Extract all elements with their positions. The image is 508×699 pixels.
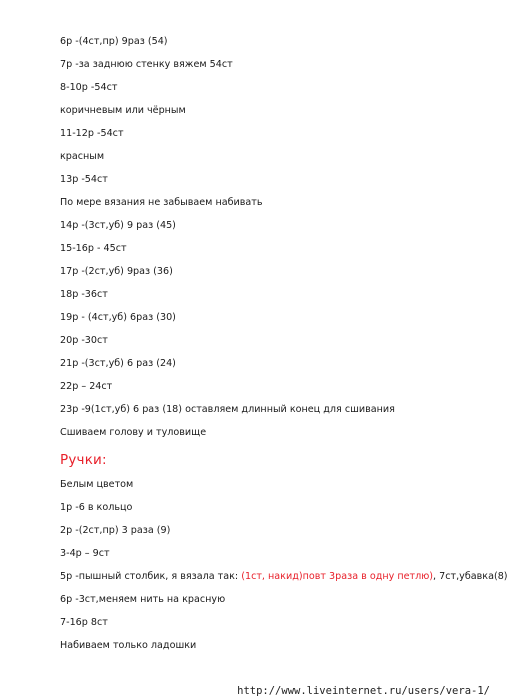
text-line: 22р – 24ст bbox=[60, 381, 113, 392]
text-line: 7-16р 8ст bbox=[60, 617, 108, 628]
text-line: 18р -36ст bbox=[60, 289, 108, 300]
text-line: красным bbox=[60, 151, 105, 162]
text-line: Белым цветом bbox=[60, 479, 134, 490]
text-line: 8-10р -54ст bbox=[60, 82, 118, 93]
source-watermark: http://www.liveinternet.ru/users/vera-1/ bbox=[237, 685, 490, 697]
text-segment: 5р -пышный столбик, я вязала так: bbox=[60, 571, 242, 582]
text-line: 6р -(4ст,пр) 9раз (54) bbox=[60, 36, 168, 47]
text-line: коричневым или чёрным bbox=[60, 105, 186, 116]
text-line: 7р -за заднюю стенку вяжем 54ст bbox=[60, 59, 233, 70]
text-line: 6р -3ст,меняем нить на красную bbox=[60, 594, 226, 605]
text-line: 14р -(3ст,уб) 9 раз (45) bbox=[60, 220, 176, 231]
text-line: Сшиваем голову и туловище bbox=[60, 427, 207, 438]
text-line: 11-12р -54ст bbox=[60, 128, 124, 139]
text-line: 19р - (4ст,уб) 6раз (30) bbox=[60, 312, 176, 323]
text-segment: , 7ст,убавка(8) bbox=[433, 571, 508, 582]
text-line: 21р -(3ст,уб) 6 раз (24) bbox=[60, 358, 176, 369]
text-line: По мере вязания не забываем набивать bbox=[60, 197, 263, 208]
text-line-mixed bbox=[60, 571, 508, 583]
text-line: Набиваем только ладошки bbox=[60, 640, 197, 651]
text-line: 2р -(2ст,пр) 3 раза (9) bbox=[60, 525, 171, 536]
text-line: 3-4р – 9ст bbox=[60, 548, 110, 559]
text-line: 15-16р - 45ст bbox=[60, 243, 127, 254]
text-line: 17р -(2ст,уб) 9раз (36) bbox=[60, 266, 173, 277]
text-line: 13р -54ст bbox=[60, 174, 108, 185]
highlighted-text: (1ст, накид)повт 3раза в одну петлю) bbox=[241, 571, 434, 582]
text-line: 20р -30ст bbox=[60, 335, 108, 346]
section-heading: Ручки: bbox=[60, 452, 107, 468]
text-line: 23р -9(1ст,уб) 6 раз (18) оставляем длинный конец для сшивания bbox=[60, 404, 395, 415]
text-line: 1р -6 в кольцо bbox=[60, 502, 133, 513]
